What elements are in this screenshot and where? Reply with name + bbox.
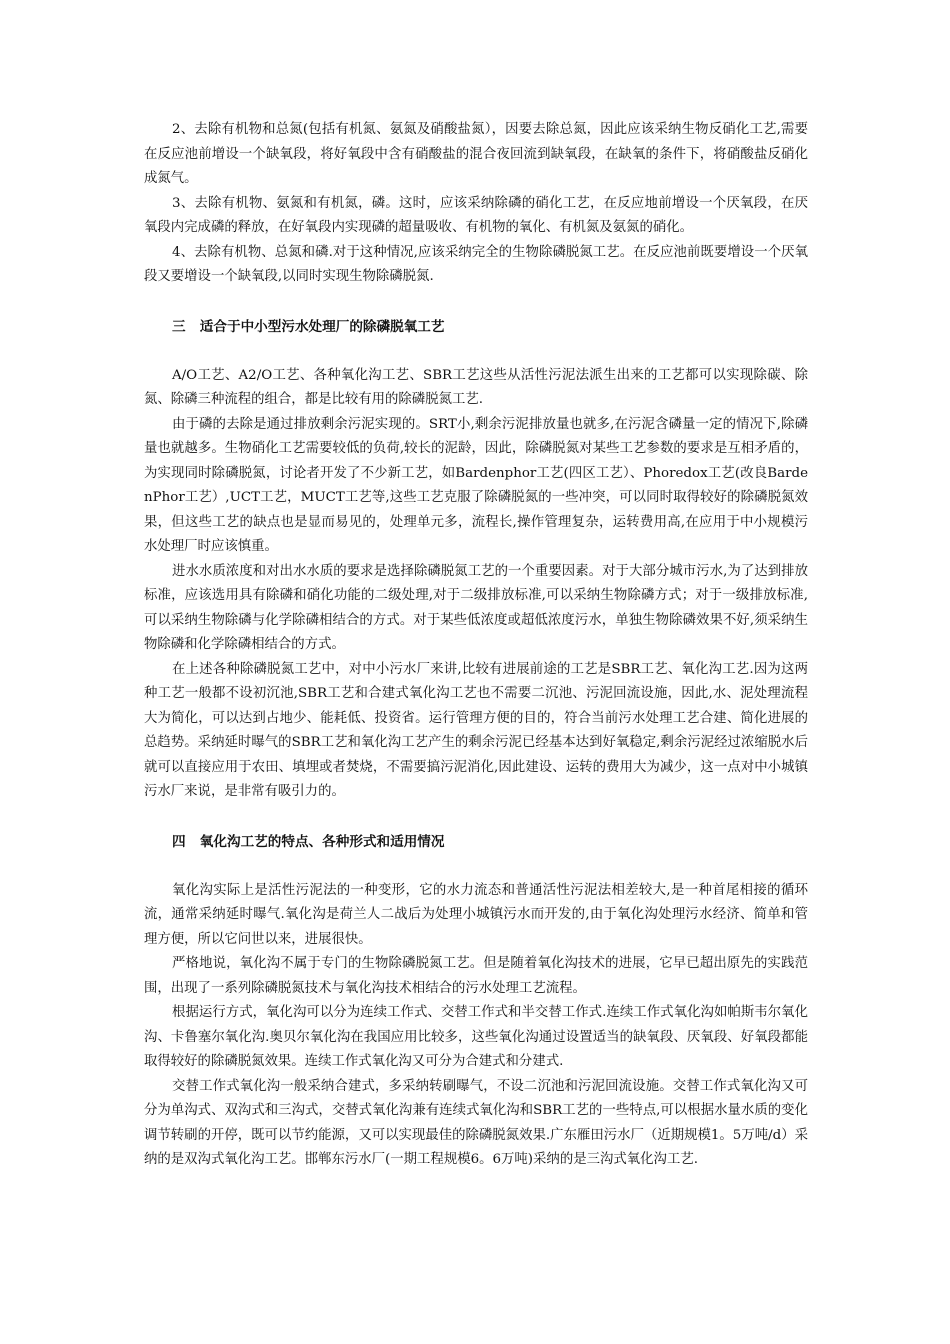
paragraph-phosphorus-removal-conflict: 由于磷的去除是通过排放剩余污泥实现的。SRT小,剩余污泥排放量也就多,在污泥含磷量一定的情况下,除磷量也就越多。生物硝化工艺需要较低的负荷,较长的泥龄，因此，除磷脱氮对某些工艺参数的要求是互相矛盾的，为实现同时除磷脱氮，讨论者开发了不少新工艺，如Bardenphor工艺(四区工艺）、Phoredox工艺(改良BardenPhor工艺）,UCT工艺，MUCT工艺等,这些工艺克服了除磷脱氮的一些冲突，可以同时取得较好的除磷脱氮效果，但这些工艺的缺点也是显而易见的，处理单元多，流程长,操作管理复杂，运转费用高,在应用于中小规模污水处理厂时应该慎重。 <box>144 416 808 554</box>
paragraph-remove-total-nitrogen: 2、去除有机物和总氮(包括有机氮、氨氮及硝酸盐氮），因要去除总氮，因此应该采纳生物反硝化工艺,需要在反应池前增设一个缺氧段，将好氧段中含有硝酸盐的混合夜回流到缺氧段，在缺氧的条件下，将硝酸盐反硝化成氮气。 <box>144 122 808 186</box>
paragraph-operation-modes: 根据运行方式，氧化沟可以分为连续工作式、交替工作式和半交替工作式.连续工作式氧化沟如帕斯韦尔氧化沟、卡鲁塞尔氧化沟.奥贝尔氧化沟在我国应用比较多，这些氧化沟通过设置适当的缺氧段、厌氧段、好氧段都能取得较好的除磷脱氮效果。连续工作式氧化沟又可分为合建式和分建式. <box>144 1005 808 1069</box>
section-4-heading: 四 氧化沟工艺的特点、各种形式和适用情况 <box>172 833 445 850</box>
paragraph-remove-ammonia-phosphorus: 3、去除有机物、氨氮和有机氮，磷。这时，应该采纳除磷的硝化工艺，在反应地前增设一个厌氧段，在厌氧段内完成磷的释放，在好氧段内实现磷的超量吸收、有机物的氧化、有机氮及氨氮的硝化。 <box>144 195 808 235</box>
paragraph-sbr-oxidation-ditch-advantages: 在上述各种除磷脱氮工艺中，对中小污水厂来讲,比较有进展前途的工艺是SBR工艺、氧化沟工艺.因为这两种工艺一般都不设初沉池,SBR工艺和合建式氧化沟工艺也不需要二沉池、污泥回流设施，因此,水、泥处理流程大为简化，可以达到占地少、能耗低、投资省。运行管理方便的目的，符合当前污水处理工艺合建、简化进展的总趋势。采纳延时曝气的SBR工艺和氧化沟工艺产生的剩余污泥已经基本达到好氧稳定,剩余污泥经过浓缩脱水后就可以直接应用于农田、填埋或者焚烧，不需要搞污泥消化,因此建设、运转的费用大为减少，这一点对中小城镇污水厂来说，是非常有吸引力的。 <box>144 661 808 799</box>
paragraph-alternating-ditch: 交替工作式氧化沟一般采纳合建式，多采纳转刷曝气，不设二沉池和污泥回流设施。交替工作式氧化沟又可分为单沟式、双沟式和三沟式，交替式氧化沟兼有连续式氧化沟和SBR工艺的一些特点,可以根据水量水质的变化调节转刷的开停，既可以节约能源，又可以实现最佳的除磷脱氮效果.广东雁田污水厂（近期规模1。5万吨/d）采纳的是双沟式氧化沟工艺。邯郸东污水厂(一期工程规模6。6万吨)采纳的是三沟式氧化沟工艺. <box>144 1078 808 1167</box>
paragraph-water-quality-factor: 进水水质浓度和对出水水质的要求是选择除磷脱氮工艺的一个重要因素。对于大部分城市污水,为了达到排放标准，应该选用具有除磷和硝化功能的二级处理,对于二级排放标准,可以采纳生物除磷方式；对于一级排放标准,可以采纳生物除磷与化学除磷相结合的方式。对于某些低浓度或超低浓度污水，单独生物除磷效果不好,须采纳生物除磷和化学除磷相结合的方式。 <box>144 563 808 652</box>
paragraph-remove-nitrogen-and-phosphorus: 4、去除有机物、总氮和磷.对于这种情况,应该采纳完全的生物除磷脱氮工艺。在反应池前既要增设一个厌氧段又要增设一个缺氧段,以同时实现生物除磷脱氮. <box>144 244 808 284</box>
section-3-heading: 三 适合于中小型污水处理厂的除磷脱氧工艺 <box>172 318 445 335</box>
paragraph-oxidation-ditch-scope: 严格地说，氧化沟不属于专门的生物除磷脱氮工艺。但是随着氧化沟技术的进展，它早已超出原先的实践范围，出现了一系列除磷脱氮技术与氧化沟技术相结合的污水处理工艺流程。 <box>144 956 808 996</box>
paragraph-oxidation-ditch-intro: 氧化沟实际上是活性污泥法的一种变形，它的水力流态和普通活性污泥法相差较大,是一种首尾相接的循环流，通常采纳延时曝气.氧化沟是荷兰人二战后为处理小城镇污水而开发的,由于氧化沟处理污水经济、简单和管理方便，所以它问世以来，进展很快。 <box>144 882 808 947</box>
paragraph-process-overview: A/O工艺、A2/O工艺、各种氧化沟工艺、SBR工艺这些从活性污泥法派生出来的工艺都可以实现除碳、除氮、除磷三种流程的组合，都是比较有用的除磷脱氮工艺. <box>144 367 808 407</box>
document-page <box>144 118 808 1173</box>
